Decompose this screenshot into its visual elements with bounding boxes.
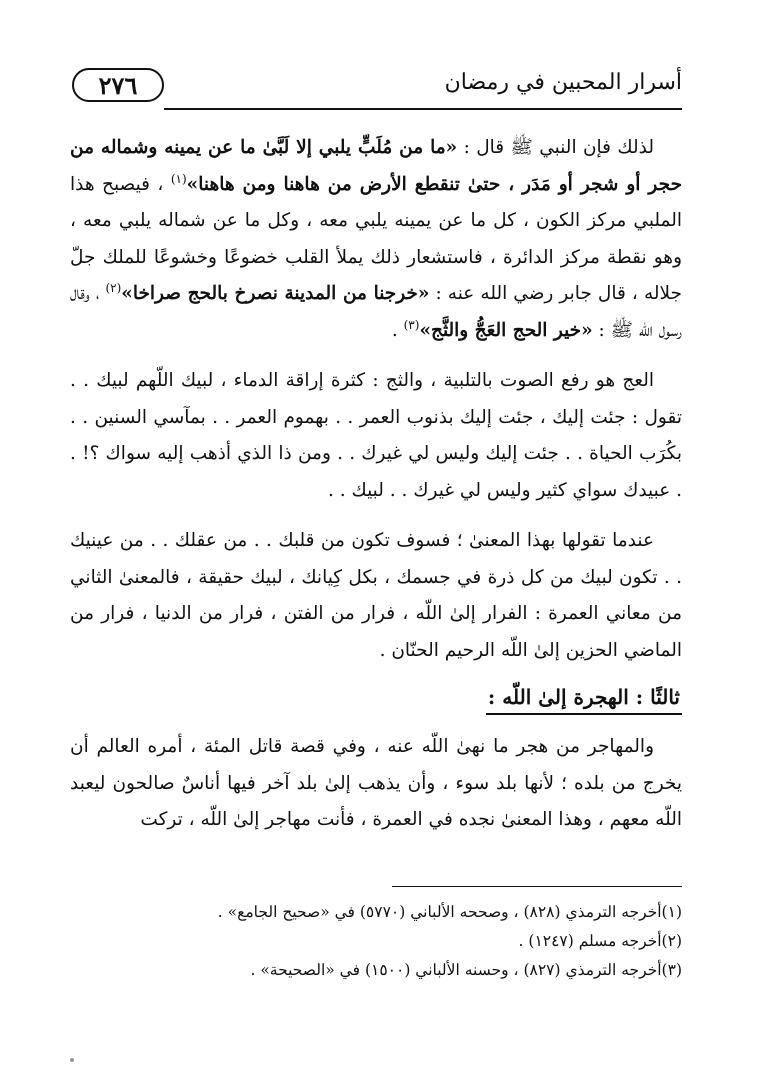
footnote-3: (٣)أخرجه الترمذي (٨٢٧) ، وحسنه الألباني (١٥٠٠) في «الصحيحة» . (250, 961, 682, 979)
footnote-ref: (٢) (105, 280, 122, 295)
footnote-rule (392, 886, 682, 887)
scan-speck (70, 1058, 74, 1062)
text-run: لذلك فإن النبي ﷺ قال : (457, 137, 654, 158)
paragraph-4: والمهاجر من هجر ما نهىٰ اللّه عنه ، وفي قصة قاتل المئة ، أمره العالم أن يخرج من بلده ؛ لأنها بلد سوء ، وأن يذهب إلىٰ بلد آخر فيها أناسٌ صالحون ليعبد اللّه معهم ، وهذا المعنىٰ نجده في العمرة ، فأنت مهاجر إلىٰ اللّه ، تركت (70, 736, 682, 830)
hadith-quote: «خرجنا من المدينة نصرخ بالحج صراخا» (121, 283, 430, 304)
header-rule (164, 108, 682, 110)
running-title: أسرار المحبين في رمضان (444, 70, 682, 95)
footnotes (70, 898, 682, 985)
text-run: ، فيصبح هذا الملبي مركز الكون ، كل ما عن يمينه يلبي معه ، وكل ما عن شماله يلبي معه ، وهو نقطة مركز الدائرة ، فاستشعار ذلك يملأ القلب خضوعًا وخشوعًا للملك جلّ جلاله ، قال جابر رضي الله عنه : (70, 173, 682, 304)
section-heading: ثالثًا : الهجرة إلىٰ اللّه : (486, 685, 682, 715)
footnote-ref: (١) (170, 171, 187, 186)
page-number: ٢٧٦ (72, 68, 164, 102)
paragraph-2: العج هو رفع الصوت بالتلبية ، والثج : كثرة إراقة الدماء ، لبيك اللّهم لبيك . . تقول : جئت إليك ، جئت إليك بذنوب العمر . . بهموم العمر . . بمآسي السنين . . بكُرَب الحياة . . جئت إليك وليس لي غيرك . . ومن ذا الذي أذهب إليه سواك ؟! . . عبيدك سواي كثير وليس لي غيرك . . لبيك . . (70, 370, 682, 501)
paragraph-1 (70, 130, 682, 349)
hadith-quote: «ما من مُلَبٍّ يلبي إلا لَبَّىٰ ما عن يمينه وشماله من حجر أو شجر أو مَدَر ، حتىٰ تنقطع الأرض من هاهنا ومن هاهنا» (70, 137, 683, 195)
footnote-1: (١)أخرجه الترمذي (٨٢٨) ، وصححه الألباني (٥٧٧٠) في «صحيح الجامع» . (217, 903, 682, 921)
footnote-2: (٢)أخرجه مسلم (١٢٤٧) . (518, 932, 682, 950)
text-run: ، وقال رسول الله ﷺ : (70, 283, 682, 341)
hadith-quote: «خير الحج العَجُّ والثَّج» (419, 319, 593, 341)
text-run: . (391, 319, 404, 341)
page-header (72, 66, 682, 112)
footnote-ref: (٣) (403, 317, 420, 332)
main-text (70, 130, 682, 853)
paragraph-3: عندما تقولها بهذا المعنىٰ ؛ فسوف تكون من قلبك . . من عقلك . . من عينيك . . تكون لبيك من كل ذرة في جسمك ، بكل كِيانك ، لبيك حقيقة ، فالمعنىٰ الثاني من معاني العمرة : الفرار إلىٰ اللّه ، فرار من الفتن ، فرار من الدنيا ، فرار من الماضي الحزين إلىٰ اللّه الرحيم الحنّان . (70, 530, 682, 661)
